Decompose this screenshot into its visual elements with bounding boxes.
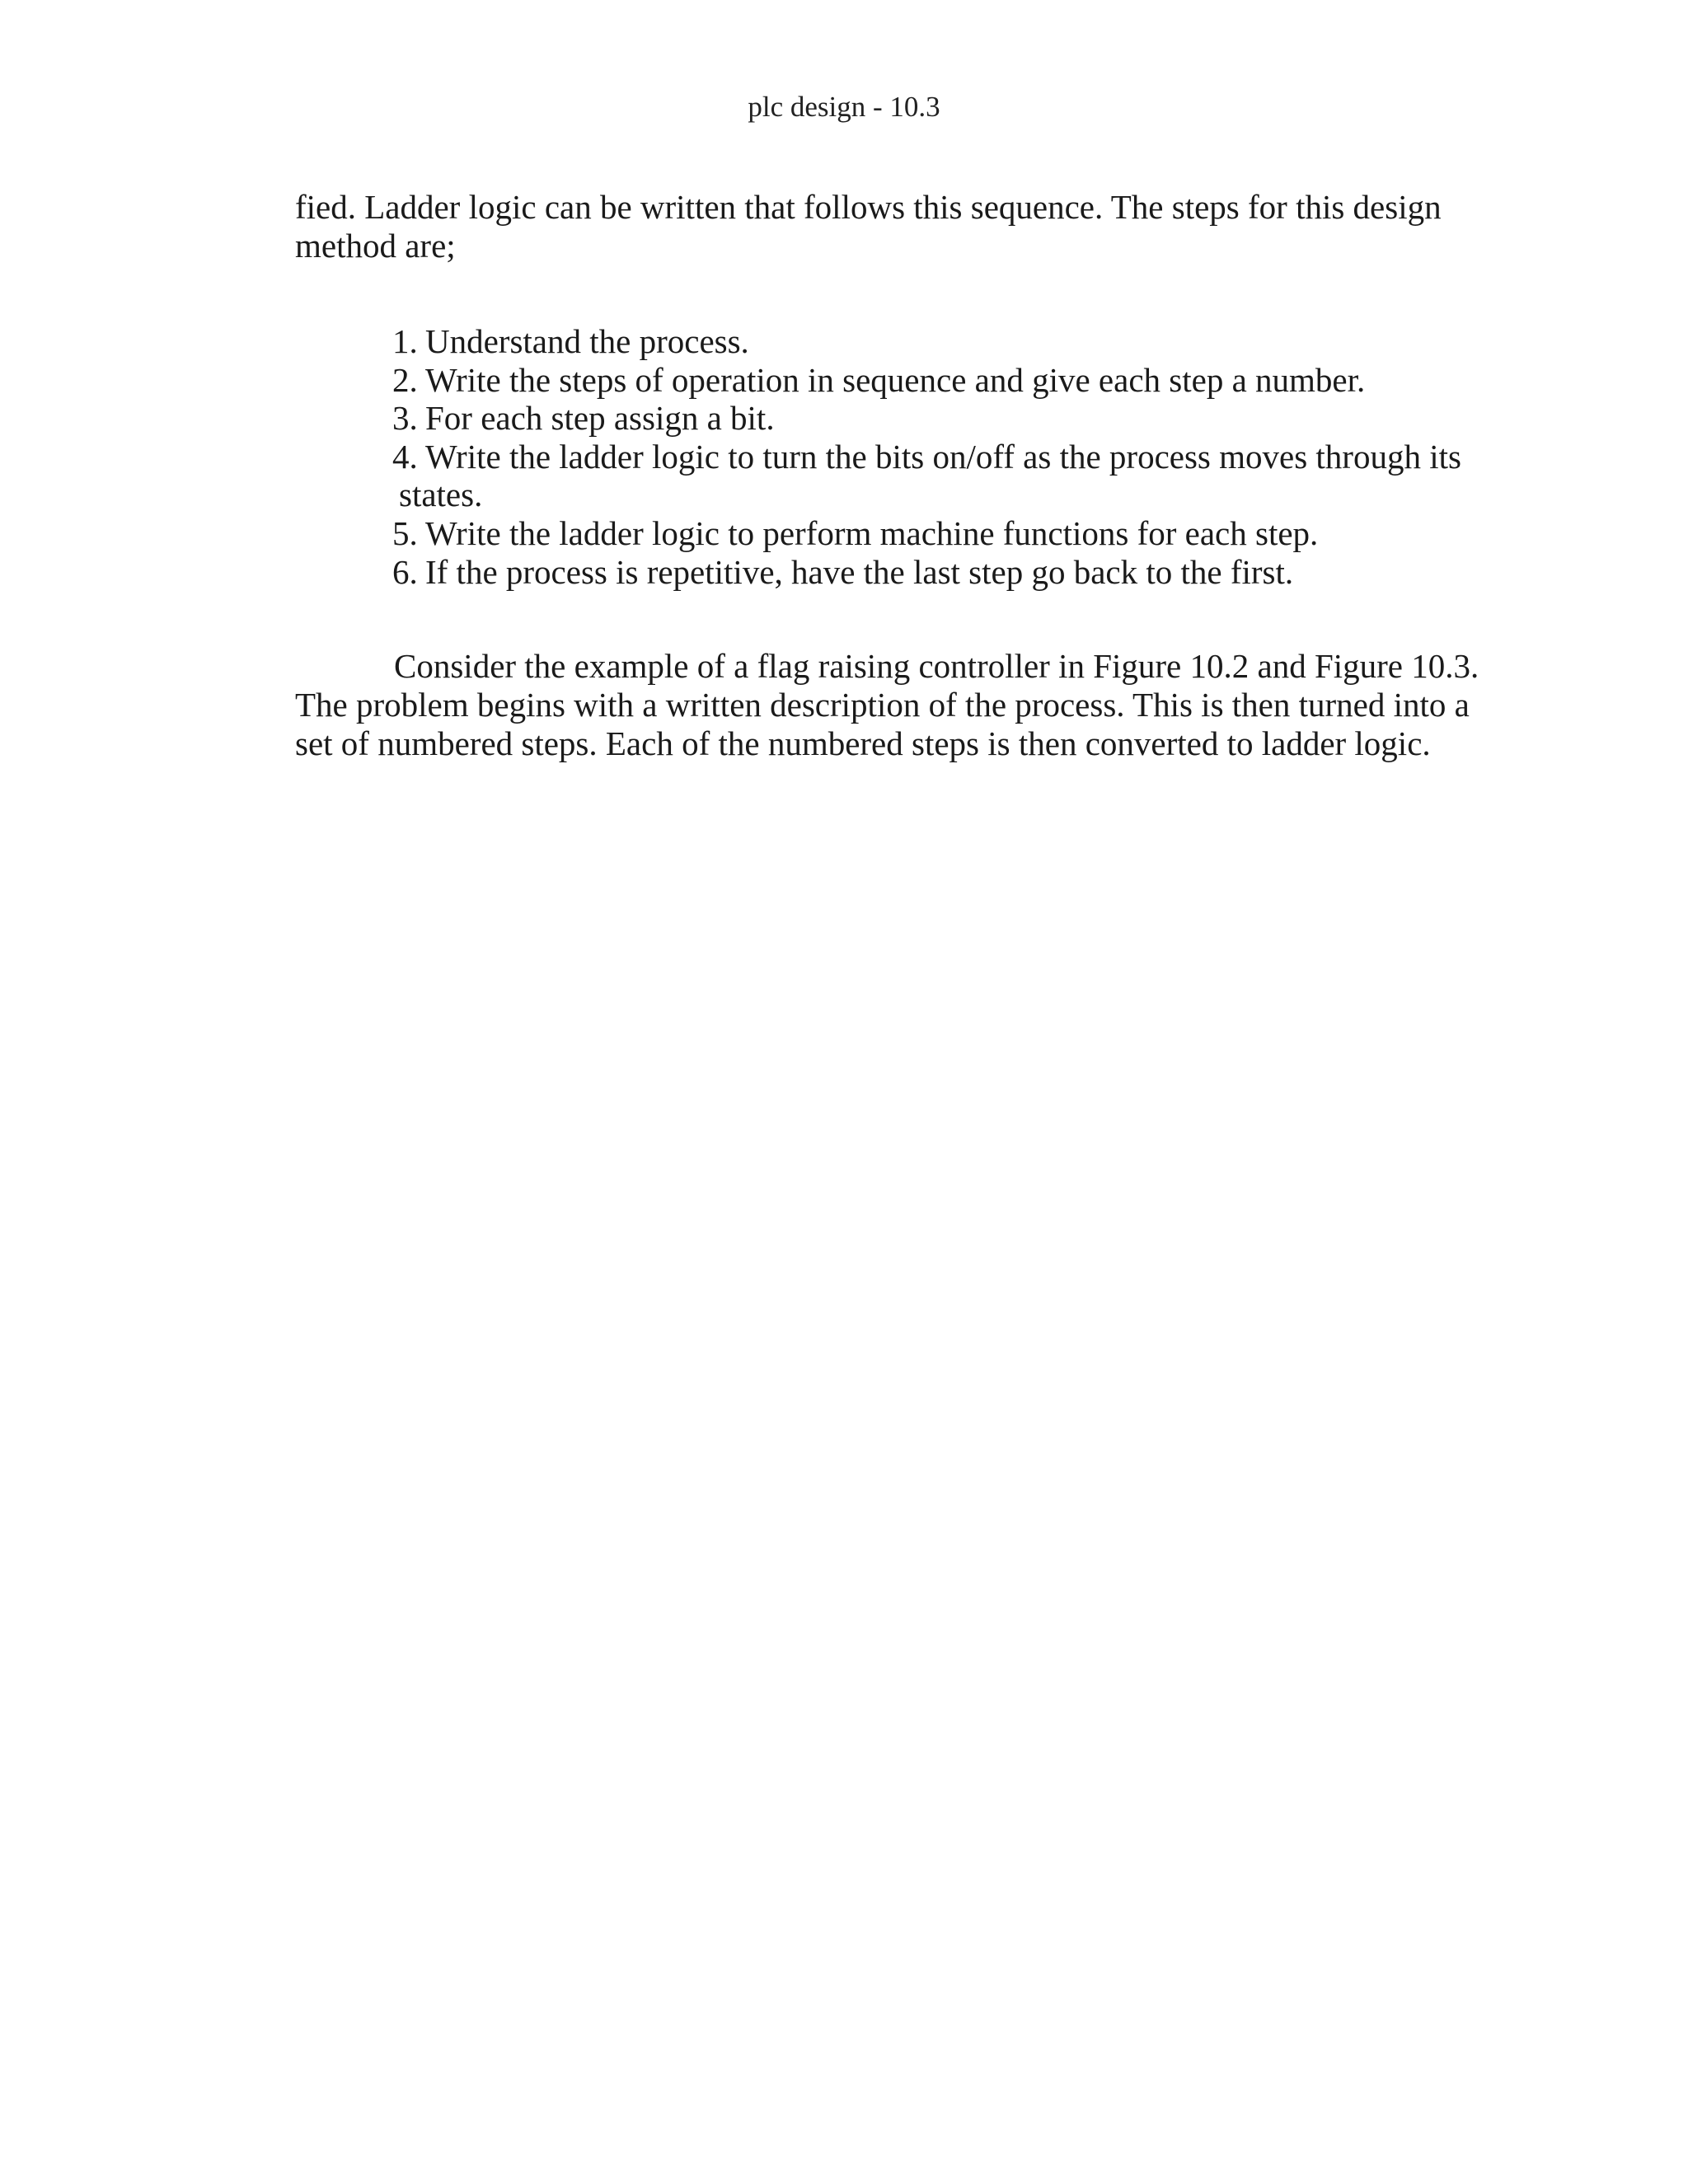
running-header: plc design - 10.3 [748, 91, 940, 123]
design-steps-list [392, 322, 1489, 591]
step-text: Understand the process. [425, 322, 749, 360]
step-text: Write the ladder logic to perform machine functions for each step. [425, 513, 1319, 552]
list-item [392, 438, 1489, 514]
intro-paragraph: fied. Ladder logic can be written that follows this sequence. The steps for this design method are; [295, 188, 1442, 265]
step-text: Write the steps of operation in sequence and give each step a number. [425, 360, 1366, 399]
step-text: For each step assign a bit. [425, 399, 775, 438]
list-item [392, 399, 1489, 438]
list-item [392, 322, 1489, 361]
step-text: Write the ladder logic to turn the bits on/off as the process moves through its [425, 437, 1461, 476]
step-number: 1. [392, 322, 418, 360]
list-item [392, 553, 1489, 592]
example-paragraph: Consider the example of a flag raising controller in Figure 10.2 and Figure 10.3. The problem begins with a written description of the process. This is then turned into a set of numbered steps. Each of the numbered steps is then converted to ladder logic. [295, 647, 1479, 762]
step-text-continuation: states. [399, 476, 483, 514]
step-text: If the process is repetitive, have the last step go back to the first. [425, 552, 1294, 591]
list-item [392, 514, 1489, 553]
step-number: 2. [392, 360, 418, 399]
step-number: 3. [392, 399, 418, 438]
step-number: 6. [392, 552, 418, 591]
list-item [392, 361, 1489, 400]
step-number: 4. [392, 437, 418, 476]
step-number: 5. [392, 513, 418, 552]
